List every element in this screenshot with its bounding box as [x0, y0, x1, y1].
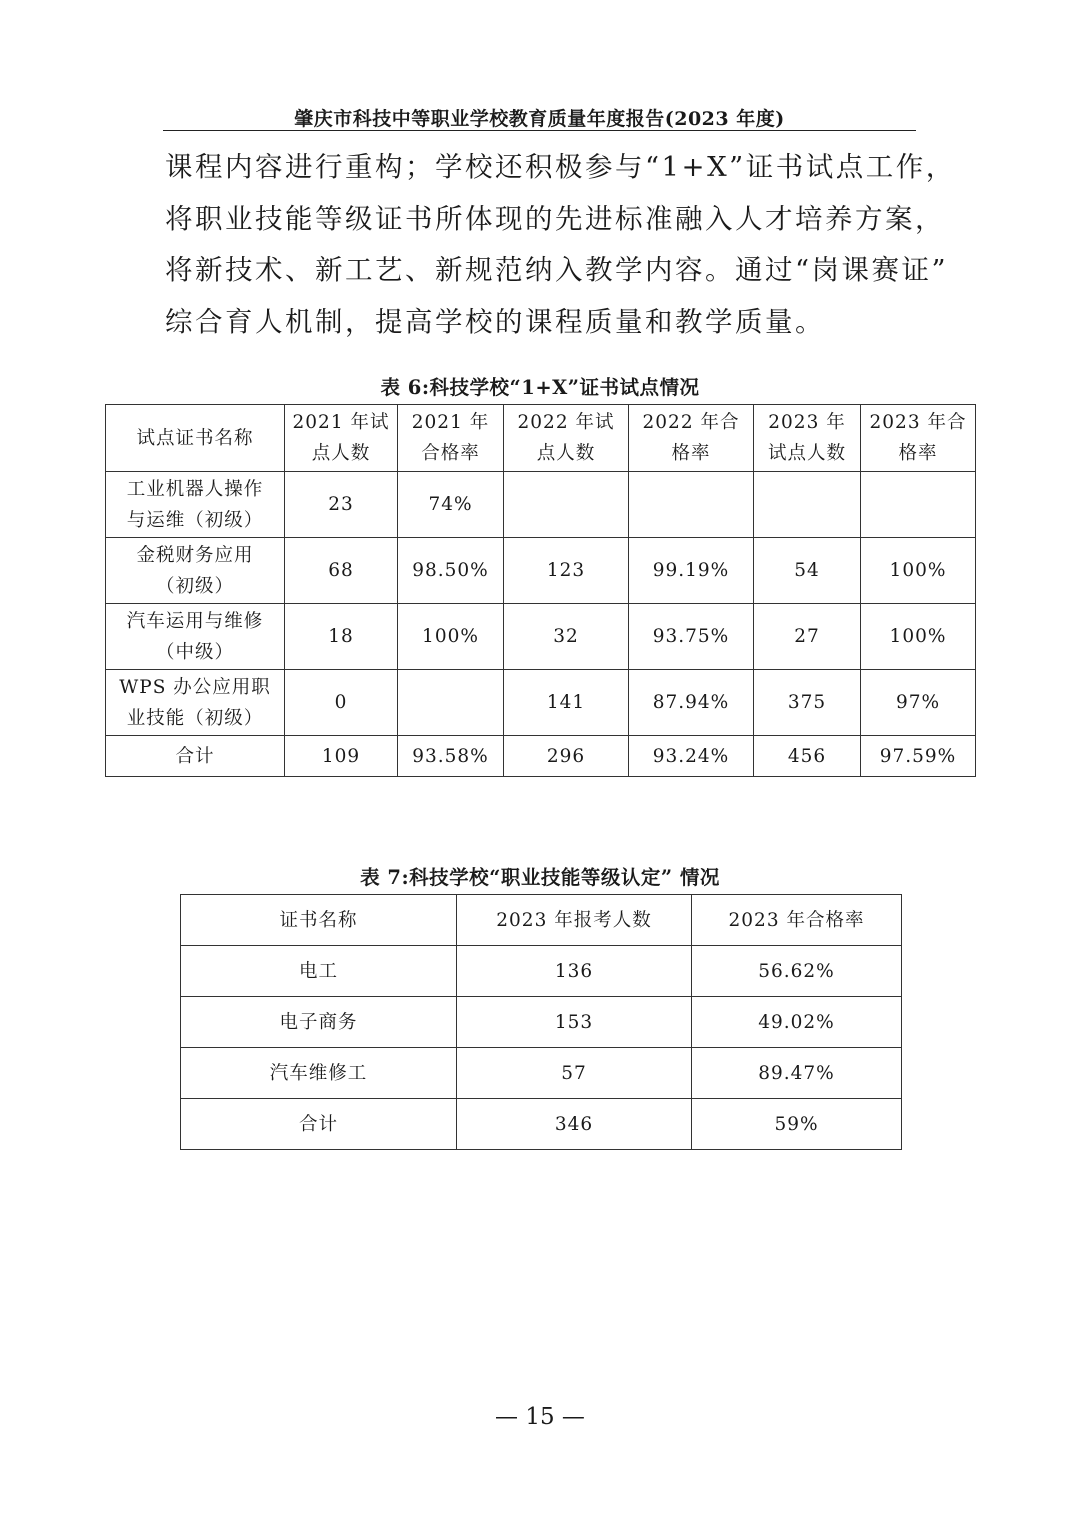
header-cell-line: 试点人数: [767, 443, 846, 464]
table-total-row: [181, 1099, 902, 1150]
cell-line: （初级）: [155, 575, 234, 597]
table-cell: 27: [754, 604, 861, 670]
body-line: 综合育人机制，提高学校的课程质量和教学质量。: [165, 305, 825, 338]
table-cell: 32: [504, 604, 629, 670]
table-header-row: [181, 895, 902, 946]
table-cell: 68: [285, 538, 398, 604]
table-row: [106, 604, 976, 670]
table-row: [181, 997, 902, 1048]
header-cell: [629, 405, 754, 472]
header-cell-line: 合格率: [421, 443, 480, 464]
table-row: [106, 538, 976, 604]
table-cell: [861, 472, 976, 538]
table-cell: 0: [285, 670, 398, 736]
certificate-name-cell: [106, 538, 285, 604]
header-cell-line: 2021 年: [411, 412, 490, 433]
table-cell: 346: [457, 1099, 692, 1150]
page-number: — 15 —: [495, 1404, 585, 1430]
header-cell-line: 2023 年: [768, 412, 846, 433]
table-cell: 100%: [861, 538, 976, 604]
header-cell-line: 2023 年合: [869, 412, 967, 433]
table-cell: 电工: [181, 946, 457, 997]
header-cell: 2023 年合格率: [692, 895, 902, 946]
total-label-cell: 合计: [106, 736, 285, 777]
table-cell: 109: [285, 736, 398, 777]
table6-caption: 表 6:科技学校“1+X”证书试点情况: [380, 376, 700, 399]
table-cell: 59%: [692, 1099, 902, 1150]
table-cell: 23: [285, 472, 398, 538]
table-cell: [504, 472, 629, 538]
table-cell: 98.50%: [398, 538, 504, 604]
header-cell: [398, 405, 504, 472]
certificate-pilot-table: [105, 404, 976, 777]
table-cell: 电子商务: [181, 997, 457, 1048]
table-cell: 93.24%: [629, 736, 754, 777]
table-cell: 153: [457, 997, 692, 1048]
certificate-name-cell: [106, 604, 285, 670]
certificate-name-cell: [106, 670, 285, 736]
table-cell: 136: [457, 946, 692, 997]
skill-certification-table: [180, 894, 902, 1150]
table-row: [181, 946, 902, 997]
header-cell-line: 试点证书名称: [136, 427, 254, 449]
table-cell: 合计: [181, 1099, 457, 1150]
table-cell: [629, 472, 754, 538]
table-cell: 93.75%: [629, 604, 754, 670]
table-cell: 74%: [398, 472, 504, 538]
table-row: [181, 1048, 902, 1099]
header-cell-line: 2022 年合: [642, 412, 740, 433]
table-cell: 54: [754, 538, 861, 604]
table-cell: 456: [754, 736, 861, 777]
header-cell: [285, 405, 398, 472]
table-cell: 100%: [398, 604, 504, 670]
table-cell: 123: [504, 538, 629, 604]
header-cell: [504, 405, 629, 472]
table-cell: 99.19%: [629, 538, 754, 604]
header-cell-line: 点人数: [311, 443, 371, 464]
header-cell: 证书名称: [181, 895, 457, 946]
certificate-name-cell: [106, 472, 285, 538]
table-cell: [398, 670, 504, 736]
header-cell-line: 2021 年试: [292, 412, 390, 433]
table-row: [106, 670, 976, 736]
table-cell: 87.94%: [629, 670, 754, 736]
table-total-row: [106, 736, 976, 777]
table-row: [106, 472, 976, 538]
body-line: 将职业技能等级证书所体现的先进标准融入人才培养方案，: [165, 202, 945, 235]
table-cell: 57: [457, 1048, 692, 1099]
cell-line: 业技能（初级）: [126, 707, 264, 729]
cell-line: 汽车运用与维修: [126, 610, 264, 632]
report-header-title: 肇庆市科技中等职业学校教育质量年度报告(2023 年度): [294, 108, 785, 130]
cell-line: 金税财务应用: [136, 544, 254, 566]
header-cell: [754, 405, 861, 472]
table-cell: 89.47%: [692, 1048, 902, 1099]
table-cell: 93.58%: [398, 736, 504, 777]
table-cell: 97%: [861, 670, 976, 736]
header-cell-line: 2022 年试: [517, 412, 615, 433]
table-cell: 56.62%: [692, 946, 902, 997]
body-paragraph: [165, 142, 956, 348]
header-cell-line: 格率: [898, 443, 938, 464]
table-header-row: [106, 405, 976, 472]
header-cell: [106, 405, 285, 472]
header-cell: 2023 年报考人数: [457, 895, 692, 946]
table-cell: [754, 472, 861, 538]
table-cell: 汽车维修工: [181, 1048, 457, 1099]
table-cell: 18: [285, 604, 398, 670]
cell-line: （中级）: [155, 641, 234, 663]
body-line: 将新技术、新工艺、新规范纳入教学内容。通过“岗课赛证”: [165, 254, 949, 286]
header-cell-line: 格率: [671, 443, 711, 464]
table-cell: 375: [754, 670, 861, 736]
header-divider: [163, 130, 916, 131]
table-cell: 100%: [861, 604, 976, 670]
table7-caption: 表 7:科技学校“职业技能等级认定” 情况: [360, 866, 720, 889]
cell-line: 与运维（初级）: [126, 509, 264, 531]
body-line: 课程内容进行重构；学校还积极参与“1+X”证书试点工作，: [165, 151, 956, 183]
table-cell: 141: [504, 670, 629, 736]
table-cell: 49.02%: [692, 997, 902, 1048]
header-cell-line: 点人数: [536, 443, 596, 464]
table-cell: 296: [504, 736, 629, 777]
cell-line: WPS 办公应用职: [119, 676, 271, 698]
cell-line: 工业机器人操作: [126, 478, 264, 500]
header-cell: [861, 405, 976, 472]
table-cell: 97.59%: [861, 736, 976, 777]
